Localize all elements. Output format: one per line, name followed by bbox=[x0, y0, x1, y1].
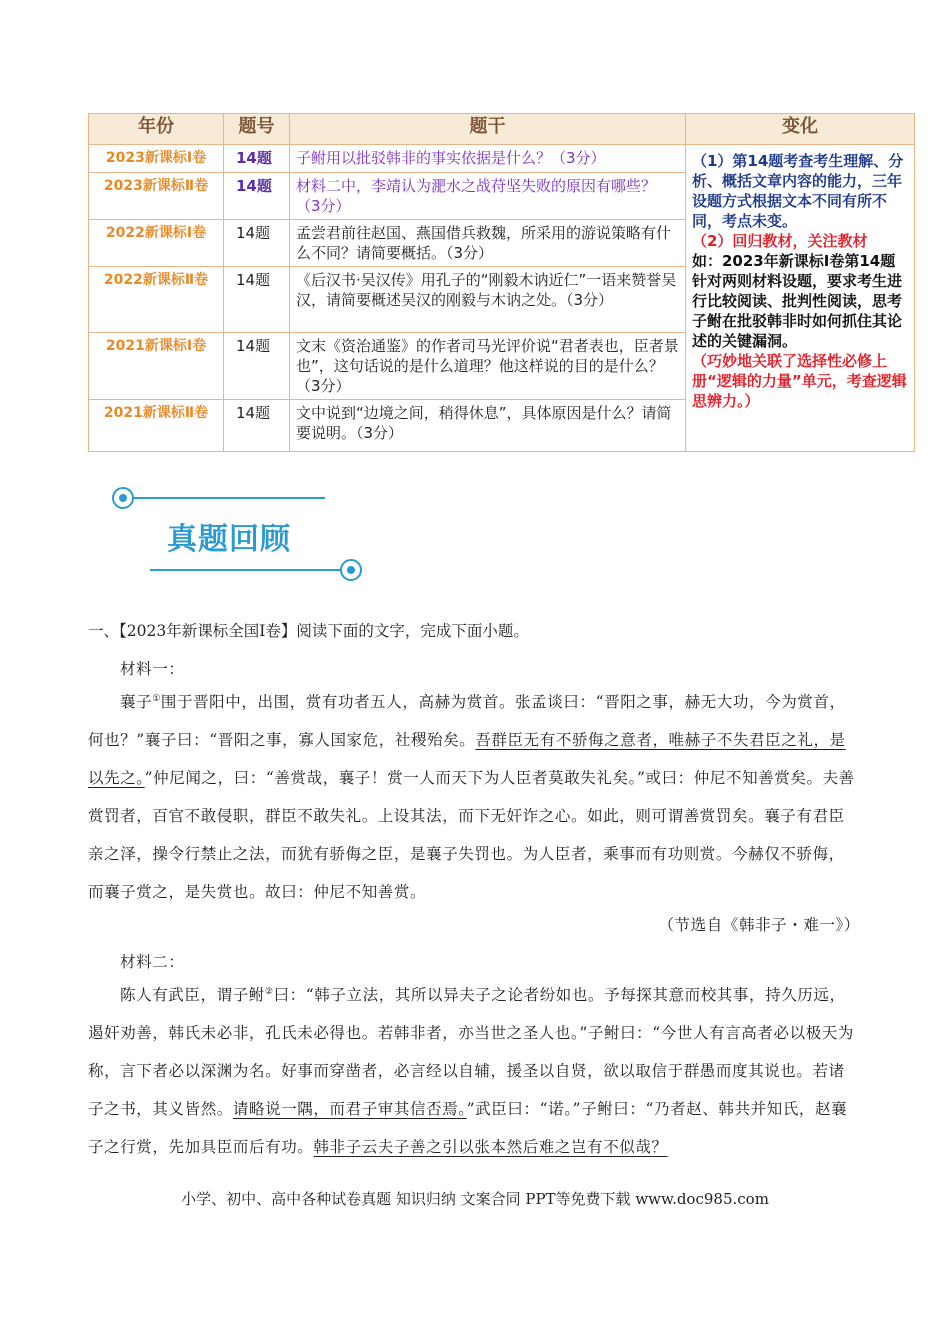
row-year: 2021新课标Ⅱ卷 bbox=[89, 400, 224, 452]
row-year: 2022新课标Ⅱ卷 bbox=[89, 267, 224, 333]
section-heading: 一、【2023年新课标全国Ⅰ卷】阅读下面的文字，完成下面小题。 bbox=[88, 622, 529, 640]
change-point-1: （1）第14题考查考生理解、分析、概括文章内容的能力，三年设题方式根据文本不同有所不同，考点未变。 bbox=[692, 152, 904, 230]
row-year: 2023新课标Ⅱ卷 bbox=[89, 173, 224, 220]
row-question: 文中说到“边境之间，稍得休息”，具体原因是什么？请简要说明。（3分） bbox=[290, 400, 686, 452]
m2-text-a: 陈人有武臣，谓子鲋 bbox=[120, 986, 265, 1005]
material-1-text bbox=[88, 680, 860, 911]
row-question: 孟尝君前往赵国、燕国借兵救魏，所采用的游说策略有什么不同？请简要概括。（3分） bbox=[290, 220, 686, 267]
banner-title: 真题回顾 bbox=[167, 522, 291, 557]
row-number: 14题 bbox=[224, 173, 290, 220]
m2-underlined-sentence-2: 韩非子云夫子善之引以张本然后难之岂有不似哉？ bbox=[313, 1138, 668, 1157]
change-cell bbox=[686, 145, 915, 452]
footnote-2-marker: ② bbox=[264, 987, 274, 997]
m1-underlined-sentence: 吾群臣无有不骄侮之意者，唯赫子不失君臣之礼，是以先之。 bbox=[88, 731, 846, 788]
material-2-text bbox=[88, 973, 860, 1166]
m1-text-b: 围于晋阳中，出围，赏有功者五人，高赫为赏首。张孟谈曰：“晋阳之事，赫无大功，今为赏首，何也？”襄子曰：“晋阳之事，寡人国家危，社稷殆矣。 bbox=[88, 693, 846, 750]
change-example: 如：2023年新课标Ⅰ卷第14题针对两则材料设题，要求考生进行比较阅读、批判性阅读，思考子鲋在批驳韩非时如何抓住其论述的关键漏洞。 bbox=[692, 252, 903, 350]
m2-text-c: ”武臣曰：“诺。”子鲋曰：“乃者赵、韩共并知氏，赵襄子之行赏，先加具臣而后有功。 bbox=[88, 1100, 848, 1157]
page-footer: 小学、初中、高中各种试卷真题 知识归纳 文案合同 PPT等免费下载 www.doc985.com bbox=[181, 1190, 769, 1208]
change-point-2: （2）回归教材，关注教材 bbox=[692, 232, 868, 250]
row-question: 《后汉书·吴汉传》用孔子的“刚毅木讷近仁”一语来赞誉吴汉，请简要概述吴汉的刚毅与木讷之处。（3分） bbox=[290, 267, 686, 333]
header-change: 变化 bbox=[686, 114, 915, 145]
section-banner bbox=[105, 478, 375, 588]
m2-underlined-sentence-1: 请略说一隅，而君子审其信否焉。 bbox=[232, 1100, 467, 1119]
header-number: 题号 bbox=[224, 114, 290, 145]
row-question: 文末《资治通鉴》的作者司马光评价说“君者表也，臣者景也”，这句话说的是什么道理？他这样说的目的是什么？（3分） bbox=[290, 333, 686, 400]
table-row bbox=[89, 145, 915, 173]
material-1-source: （节选自《韩非子・难一》） bbox=[658, 916, 860, 934]
m1-text-c: ”仲尼闻之，曰：“善赏哉，襄子！赏一人而天下为人臣者莫敢失礼矣。”或曰：仲尼不知善赏矣。夫善赏罚者，百官不敢侵职，群臣不敢失礼。上设其法，而下无奸诈之心。如此，则可谓善赏罚矣。襄子有君臣亲之泽，操令行禁止之法，而犹有骄侮之臣，是襄子失罚也。为人臣者，乘事而有功则赏。今赫仅不骄侮，而襄子赏之，是失赏也。故曰：仲尼不知善赏。 bbox=[88, 769, 855, 902]
m1-text-a: 襄子 bbox=[120, 693, 153, 712]
m2-text-b: 曰：“韩子立法，其所以异夫子之论者纷如也。予每探其意而校其事，持久历远，遏奸劝善，韩氏未必非，孔氏未必得也。若韩非者，亦当世之圣人也。”子鲋曰：“今世人有言高者必以极天为称，言下者必以深渊为名。好事而穿凿者，必言经以自辅，援圣以自贤，欲以取信于群愚而度其说也。若诸子之书，其义皆然。 bbox=[88, 986, 855, 1119]
row-year: 2023新课标Ⅰ卷 bbox=[89, 145, 224, 173]
material-1-label: 材料一： bbox=[120, 660, 185, 678]
row-question: 材料二中，李靖认为淝水之战苻坚失败的原因有哪些？（3分） bbox=[290, 173, 686, 220]
row-year: 2022新课标Ⅰ卷 bbox=[89, 220, 224, 267]
row-number: 14题 bbox=[224, 220, 290, 267]
row-question: 子鲋用以批驳韩非的事实依据是什么？（3分） bbox=[290, 145, 686, 173]
exam-comparison-table bbox=[88, 113, 915, 452]
change-note: （巧妙地关联了选择性必修上册“逻辑的力量”单元，考查逻辑思辨力。） bbox=[692, 352, 907, 410]
row-number: 14题 bbox=[224, 145, 290, 173]
row-year: 2021新课标Ⅰ卷 bbox=[89, 333, 224, 400]
row-number: 14题 bbox=[224, 400, 290, 452]
header-question: 题干 bbox=[290, 114, 686, 145]
footnote-1-marker: ① bbox=[152, 694, 161, 704]
row-number: 14题 bbox=[224, 267, 290, 333]
material-2-label: 材料二： bbox=[120, 953, 185, 971]
table-header-row bbox=[89, 114, 915, 145]
header-year: 年份 bbox=[89, 114, 224, 145]
row-number: 14题 bbox=[224, 333, 290, 400]
